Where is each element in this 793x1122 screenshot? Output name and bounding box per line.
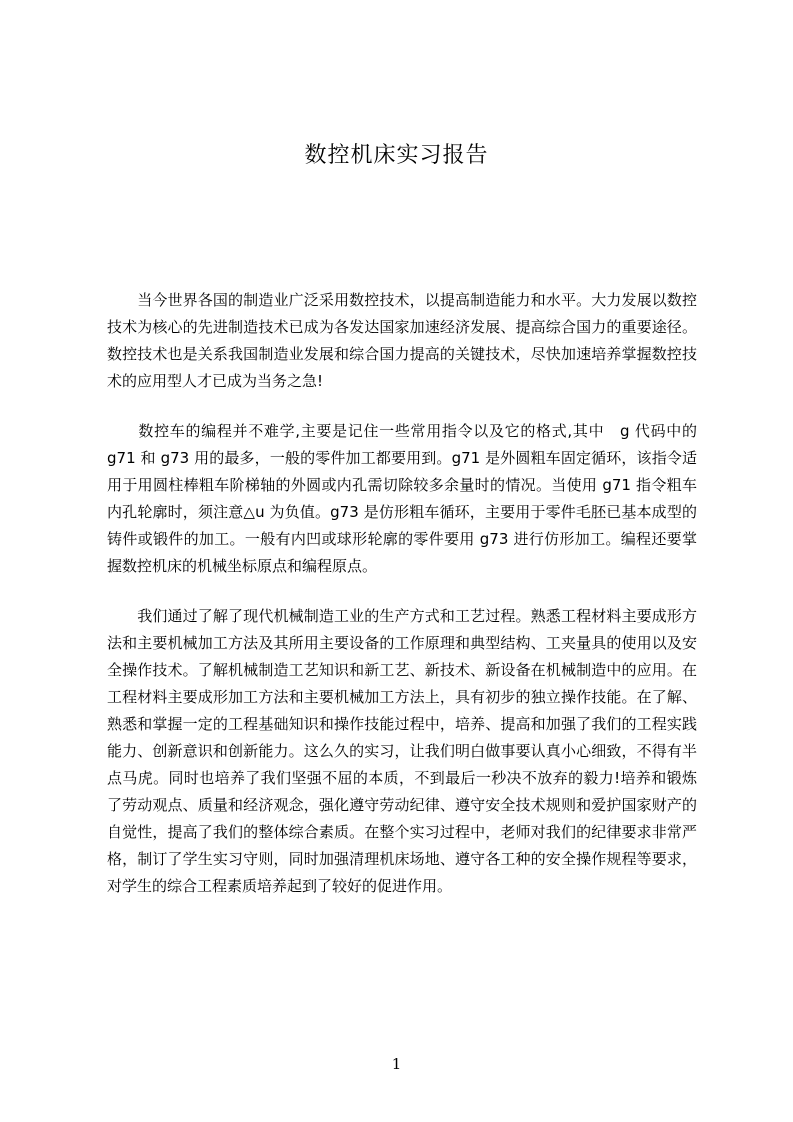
page-number: 1 (391, 1055, 402, 1073)
page-title: 数控机床实习报告 (304, 143, 489, 168)
paragraph-intro: 当今世界各国的制造业广泛采用数控技术，以提高制造能力和水平。大力发展以数控技术为核心的先进制造技术已成为各发达国家加速经济发展、提高综合国力的重要途径。数控技术也是关系我国制造业发展和综合国力提高的关键技术，尽快加速培养掌握数控技术的应用型人才已成为当务之急! (107, 291, 697, 390)
paragraph-practice: 我们通过了解了现代机械制造工业的生产方式和工艺过程。熟悉工程材料主要成形方法和主要机械加工方法及其所用主要设备的工作原理和典型结构、工夹量具的使用以及安全操作技术。了解机械制造工艺知识和新工艺、新技术、新设备在机械制造中的应用。在工程材料主要成形加工方法和主要机械加工方法上，具有初步的独立操作技能。在了解、熟悉和掌握一定的工程基础知识和操作技能过程中，培养、提高和加强了我们的工程实践能力、创新意识和创新能力。这么久的实习，让我们明白做事要认真小心细致，不得有半点马虎。同时也培养了我们坚强不屈的本质，不到最后一秒决不放弃的毅力!培养和锻炼了劳动观点、质量和经济观念，强化遵守劳动纪律、遵守安全技术规则和爱护国家财产的自觉性，提高了我们的整体综合素质。在整个实习过程中，老师对我们的纪律要求非常严格，制订了学生实习守则，同时加强清理机床场地、遵守各工种的安全操作规程等要求，对学生的综合工程素质培养起到了较好的促进作用。 (107, 607, 697, 895)
document-body (107, 287, 702, 900)
paragraph-programming: 数控车的编程并不难学,主要是记住一些常用指令以及它的格式,其中 g 代码中的 g71 和 g73 用的最多，一般的零件加工都要用到。g71 是外圆粗车固定循环，该指令适用于用圆柱棒粗车阶梯轴的外圆或内孔需切除较多余量时的情况。当使用 g71 指令粗车内孔轮廓时，须注意△u 为负值。g73 是仿形粗车循环，主要用于零件毛胚已基本成型的铸件或锻件的加工。一般有内凹或球形轮廓的零件要用 g73 进行仿形加工。编程还要掌握数控机床的机械坐标原点和编程原点。 (107, 422, 702, 575)
